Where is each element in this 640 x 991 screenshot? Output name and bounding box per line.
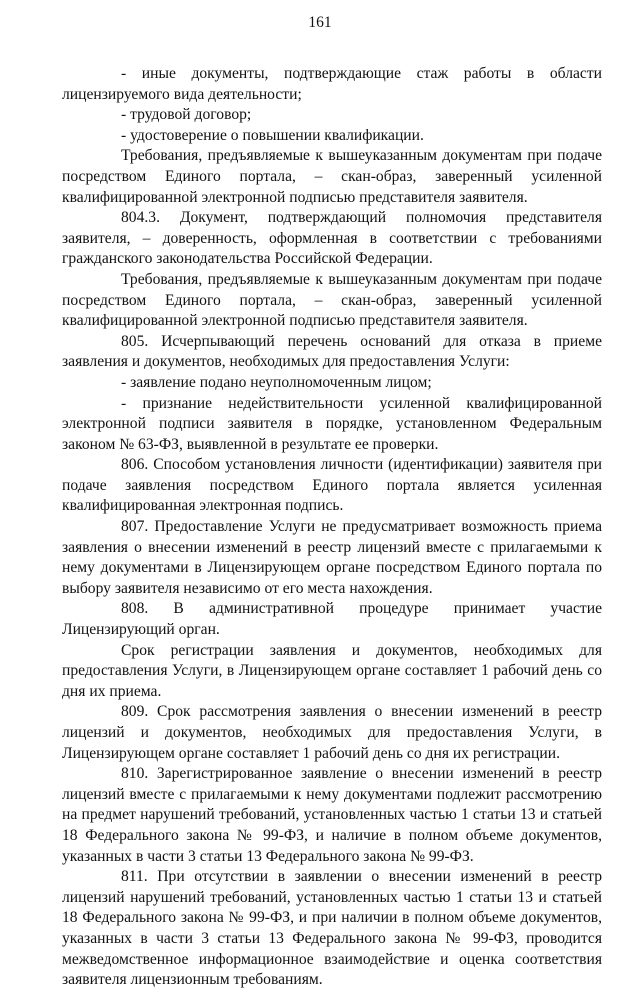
paragraph: 806. Способом установления личности (идентификации) заявителя при подаче заявления посредством Единого портала является усиленная квалифицированная электронная подпись.: [62, 456, 602, 515]
list-item: - иные документы, подтверждающие стаж работы в области лицензируемого вида деятельности;: [62, 65, 602, 103]
paragraph: 805. Исчерпывающий перечень оснований для отказа в приеме заявления и документов, необходимых для предоставления Услуги:: [62, 332, 602, 371]
page-number: 161: [308, 14, 332, 31]
document-body: [62, 64, 602, 991]
list-item: - удостоверение о повышении квалификации.: [121, 126, 424, 144]
paragraph: Срок регистрации заявления и документов, необходимых для предоставления Услуги, в Лицензирующем органе составляет 1 рабочий день со дня их приема.: [62, 641, 602, 700]
paragraph: Требования, предъявляемые к вышеуказанным документам при подаче посредством Единого портала, – скан-образ, заверенный усиленной квалифицированной электронной подписью представителя заявителя.: [62, 147, 602, 206]
paragraph: 807. Предоставление Услуги не предусматривает возможность приема заявления о внесении изменений в реестр лицензий вместе с прилагаемыми к нему документами в Лицензирующем органе посредством Единого портала по выбору заявителя независимо от его места нахождения.: [62, 518, 602, 597]
paragraph: 804.3. Документ, подтверждающий полномочия представителя заявителя, – доверенность, оформленная в соответствии с требованиями гражданского законодательства Российской Федерации.: [62, 209, 602, 268]
list-item: - признание недействительности усиленной квалифицированной электронной подписи заявителя в порядке, установленном Федеральным законом № 63-ФЗ, выявленной в результате ее проверки.: [62, 394, 602, 453]
list-item: - заявление подано неуполномоченным лицом;: [121, 373, 432, 391]
paragraph: Требования, предъявляемые к вышеуказанным документам при подаче посредством Единого портала, – скан-образ, заверенный усиленной квалифицированной электронной подписью представителя заявителя.: [62, 270, 602, 330]
paragraph: 810. Зарегистрированное заявление о внесении изменений в реестр лицензий вместе с прилагаемыми к нему документами подлежит рассмотрению на предмет нарушений требований, установленных частью 1 статьи 13 и статьей 18 Федерального закона № 99-ФЗ, и наличие в полном объеме документов, указанных в части 3 статьи 13 Федерального закона № 99-ФЗ.: [62, 765, 602, 865]
paragraph: 811. При отсутствии в заявлении о внесении изменений в реестр лицензий нарушений требований, установленных частью 1 статьи 13 и статьей 18 Федерального закона № 99-ФЗ, и при наличии в полном объеме документов, указанных в части 3 статьи 13 Федерального закона № 99-ФЗ, проводится межведомственное информационное взаимодействие и оценка соответствия заявителя лицензионным требованиям.: [62, 868, 602, 989]
list-item: - трудовой договор;: [121, 106, 252, 124]
paragraph: 808. В административной процедуре принимает участие Лицензирующий орган.: [62, 600, 602, 639]
paragraph: 809. Срок рассмотрения заявления о внесении изменений в реестр лицензий и документов, необходимых для предоставления Услуги, в Лицензирующем органе составляет 1 рабочий день со дня их регистрации.: [62, 703, 602, 762]
